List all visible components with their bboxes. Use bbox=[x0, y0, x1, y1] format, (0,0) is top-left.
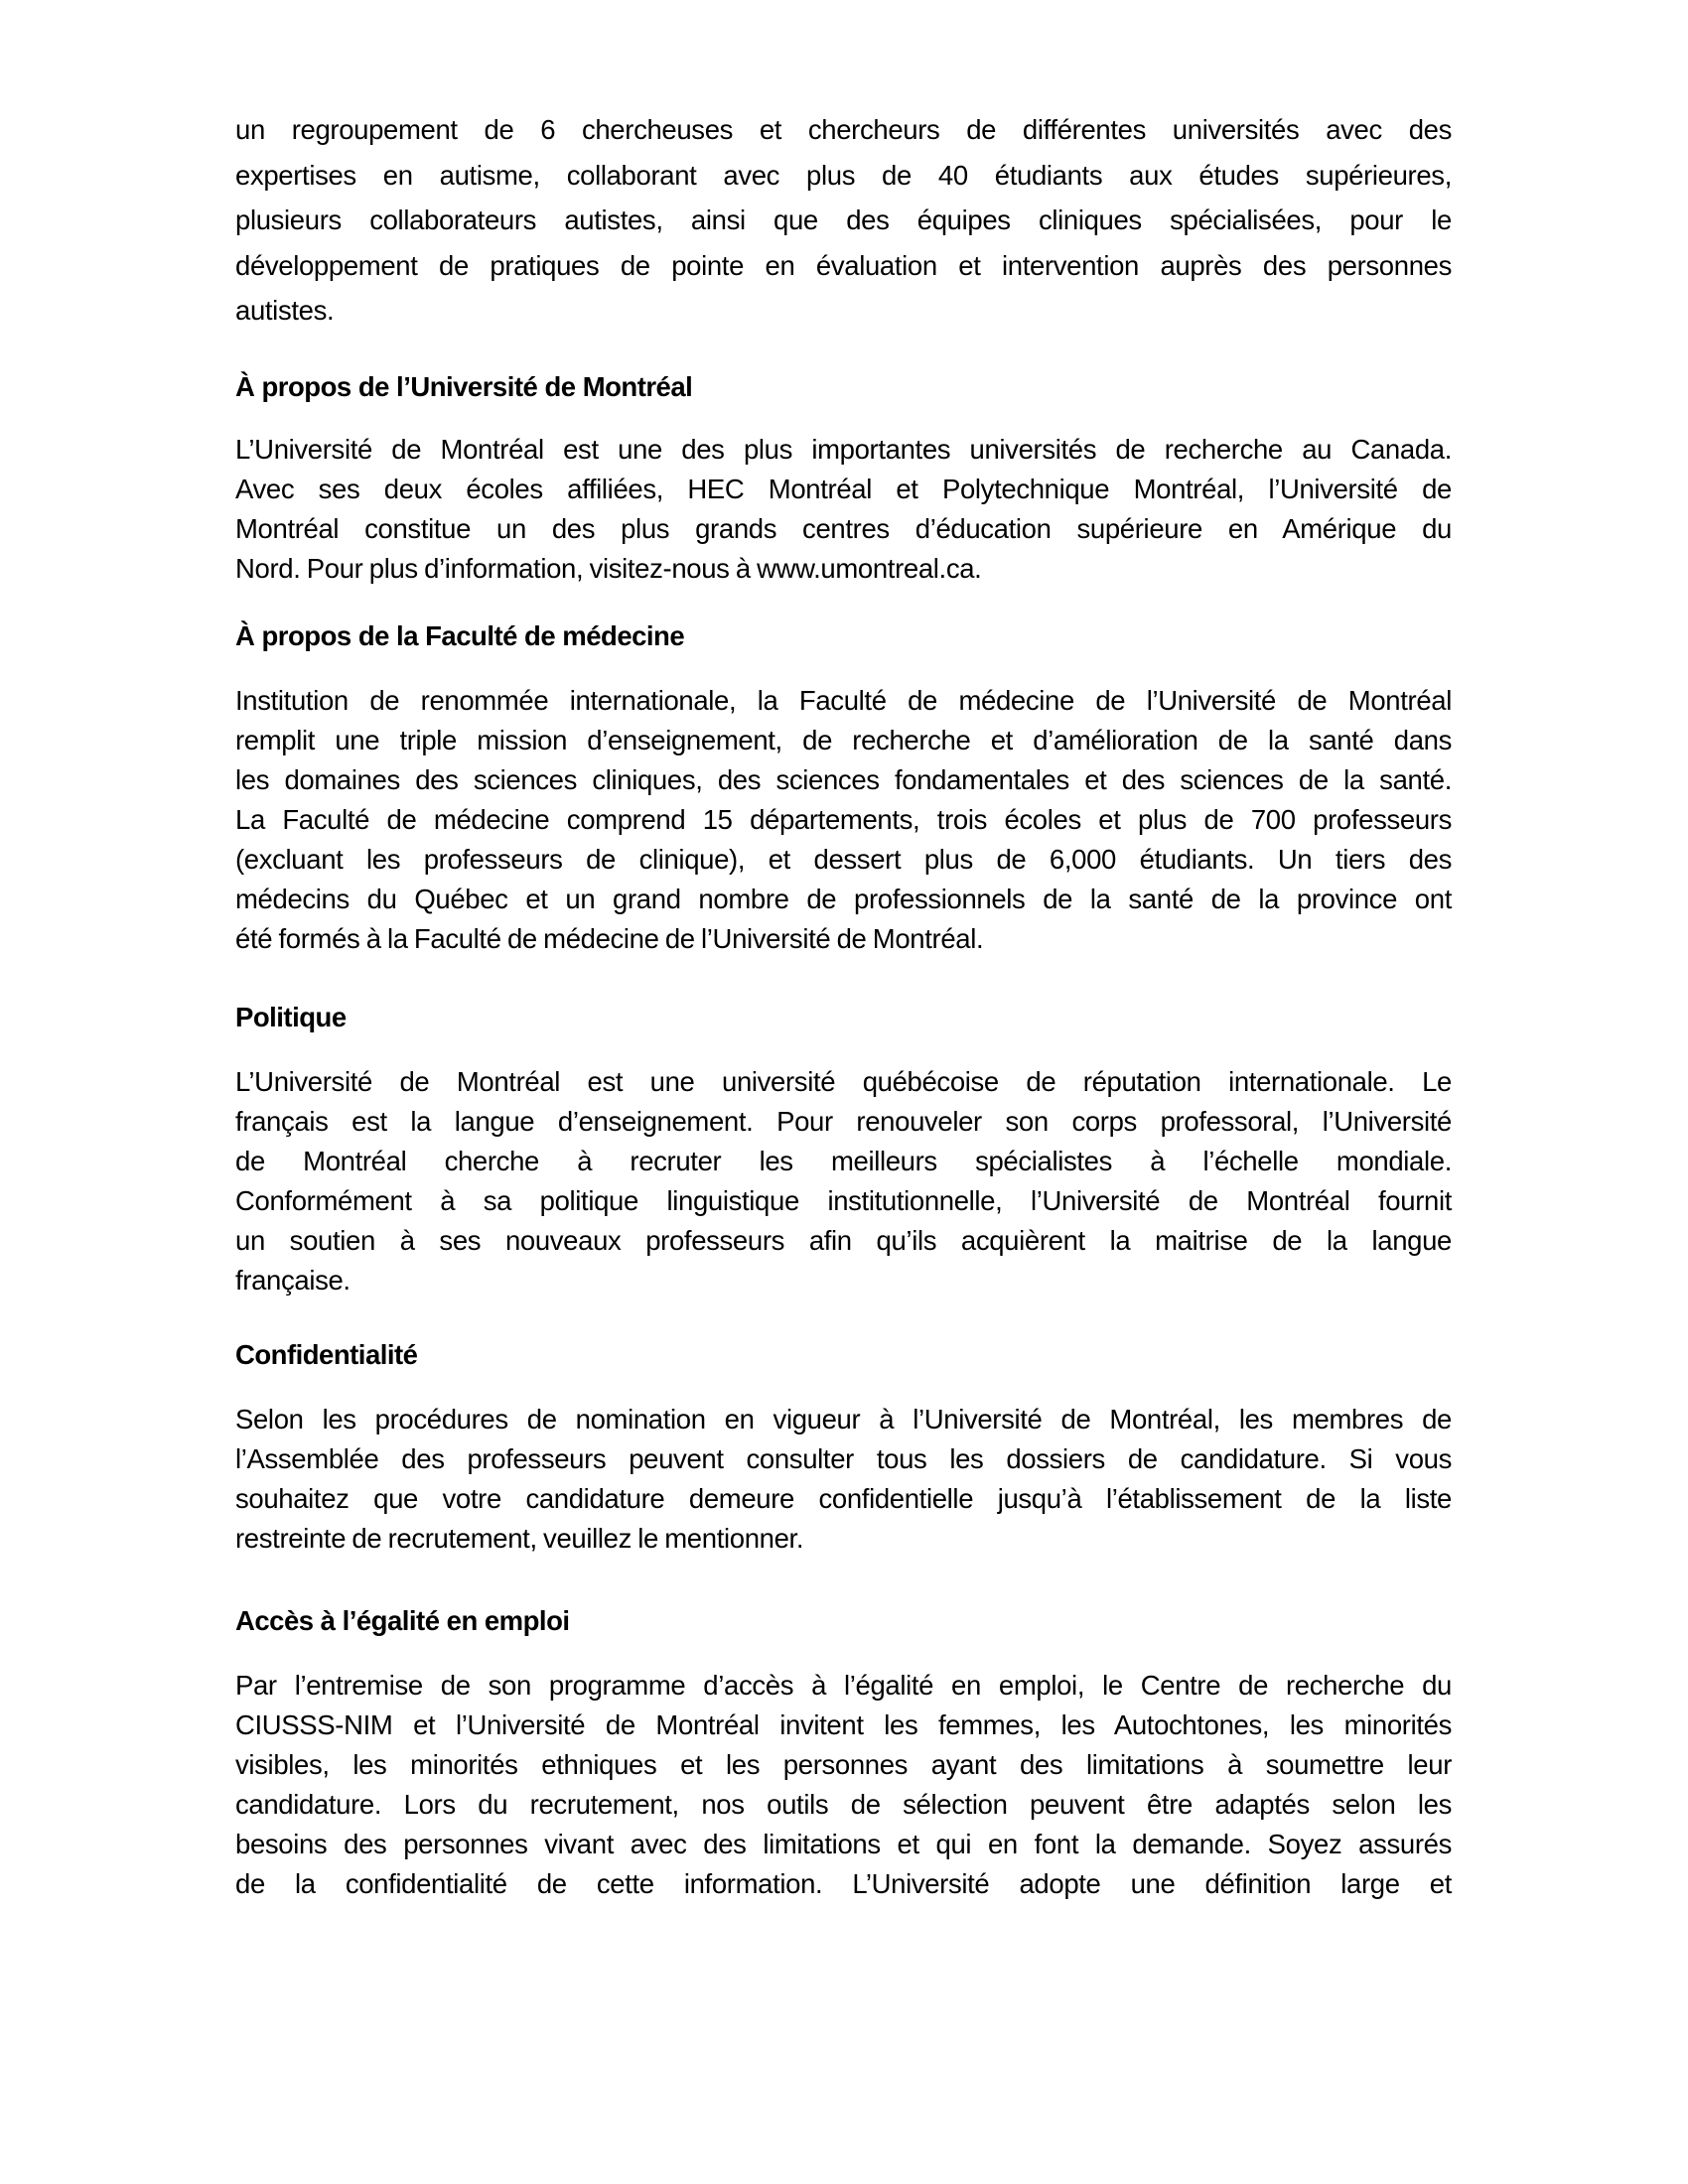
text-line: L’Université de Montréal est une université québécoise de réputation internationale. Le bbox=[235, 1066, 1452, 1097]
text-line: besoins des personnes vivant avec des limitations et qui en font la demande. Soyez assurés bbox=[235, 1829, 1452, 1859]
text-line: française. bbox=[235, 1265, 351, 1296]
text-line: CIUSSS-NIM et l’Université de Montréal invitent les femmes, les Autochtones, les minorités bbox=[235, 1709, 1452, 1740]
text-line: médecins du Québec et un grand nombre de professionnels de la santé de la province ont bbox=[235, 884, 1452, 914]
text-line: Par l’entremise de son programme d’accès à l’égalité en emploi, le Centre de recherche du bbox=[235, 1670, 1452, 1701]
text-line: développement de pratiques de pointe en évaluation et intervention auprès des personnes bbox=[235, 249, 1452, 281]
text-line: de Montréal cherche à recruter les meilleurs spécialistes à l’échelle mondiale. bbox=[235, 1146, 1452, 1176]
section-body-universite bbox=[235, 430, 1452, 589]
text-line: L’Université de Montréal est une des plus importantes universités de recherche au Canada. bbox=[235, 434, 1452, 465]
text-line: Conformément à sa politique linguistique institutionnelle, l’Université de Montréal fournit bbox=[235, 1185, 1452, 1216]
text-line: un regroupement de 6 chercheuses et chercheurs de différentes universités avec des bbox=[235, 114, 1452, 145]
text-line: autistes. bbox=[235, 295, 335, 326]
section-heading-acces-egalite: Accès à l’égalité en emploi bbox=[235, 1605, 570, 1636]
text-line: Selon les procédures de nomination en vigueur à l’Université de Montréal, les membres de bbox=[235, 1404, 1452, 1434]
text-line: les domaines des sciences cliniques, des sciences fondamentales et des sciences de la santé. bbox=[235, 764, 1452, 795]
intro-paragraph bbox=[235, 107, 1452, 334]
text-line: expertises en autisme, collaborant avec plus de 40 étudiants aux études supérieures, bbox=[235, 159, 1452, 191]
text-line: (excluant les professeurs de clinique), et dessert plus de 6,000 étudiants. Un tiers des bbox=[235, 844, 1452, 875]
text-line: plusieurs collaborateurs autistes, ainsi que des équipes cliniques spécialisées, pour le bbox=[235, 205, 1452, 235]
section-heading-universite: À propos de l’Université de Montréal bbox=[235, 371, 693, 402]
text-line: l’Assemblée des professeurs peuvent consulter tous les dossiers de candidature. Si vous bbox=[235, 1443, 1452, 1474]
text-line: Avec ses deux écoles affiliées, HEC Montréal et Polytechnique Montréal, l’Université de bbox=[235, 474, 1452, 504]
text-line: été formés à la Faculté de médecine de l’Université de Montréal. bbox=[235, 923, 984, 954]
text-line: remplit une triple mission d’enseignement, de recherche et d’amélioration de la santé dans bbox=[235, 725, 1452, 755]
text-line: souhaitez que votre candidature demeure confidentielle jusqu’à l’établissement de la liste bbox=[235, 1483, 1452, 1514]
text-line: La Faculté de médecine comprend 15 départements, trois écoles et plus de 700 professeurs bbox=[235, 804, 1452, 835]
section-body-confidentialite bbox=[235, 1400, 1452, 1559]
text-line: français est la langue d’enseignement. Pour renouveler son corps professoral, l’Université bbox=[235, 1106, 1452, 1137]
section-heading-faculte: À propos de la Faculté de médecine bbox=[235, 620, 685, 651]
text-line: restreinte de recrutement, veuillez le mentionner. bbox=[235, 1523, 804, 1554]
section-body-politique bbox=[235, 1062, 1452, 1300]
section-body-faculte bbox=[235, 681, 1452, 959]
text-line: Montréal constitue un des plus grands centres d’éducation supérieure en Amérique du bbox=[235, 513, 1452, 544]
text-line: Nord. Pour plus d’information, visitez-nous à www.umontreal.ca. bbox=[235, 553, 982, 584]
section-heading-confidentialite: Confidentialité bbox=[235, 1339, 418, 1370]
text-line: visibles, les minorités ethniques et les personnes ayant des limitations à soumettre leur bbox=[235, 1749, 1452, 1780]
text-line: Institution de renommée internationale, la Faculté de médecine de l’Université de Montréal bbox=[235, 685, 1452, 716]
text-line: candidature. Lors du recrutement, nos outils de sélection peuvent être adaptés selon les bbox=[235, 1789, 1452, 1820]
text-line: un soutien à ses nouveaux professeurs afin qu’ils acquièrent la maitrise de la langue bbox=[235, 1225, 1452, 1256]
text-line: de la confidentialité de cette information. L’Université adopte une définition large et bbox=[235, 1868, 1452, 1899]
section-body-acces-egalite bbox=[235, 1666, 1452, 1904]
section-heading-politique: Politique bbox=[235, 1002, 347, 1032]
